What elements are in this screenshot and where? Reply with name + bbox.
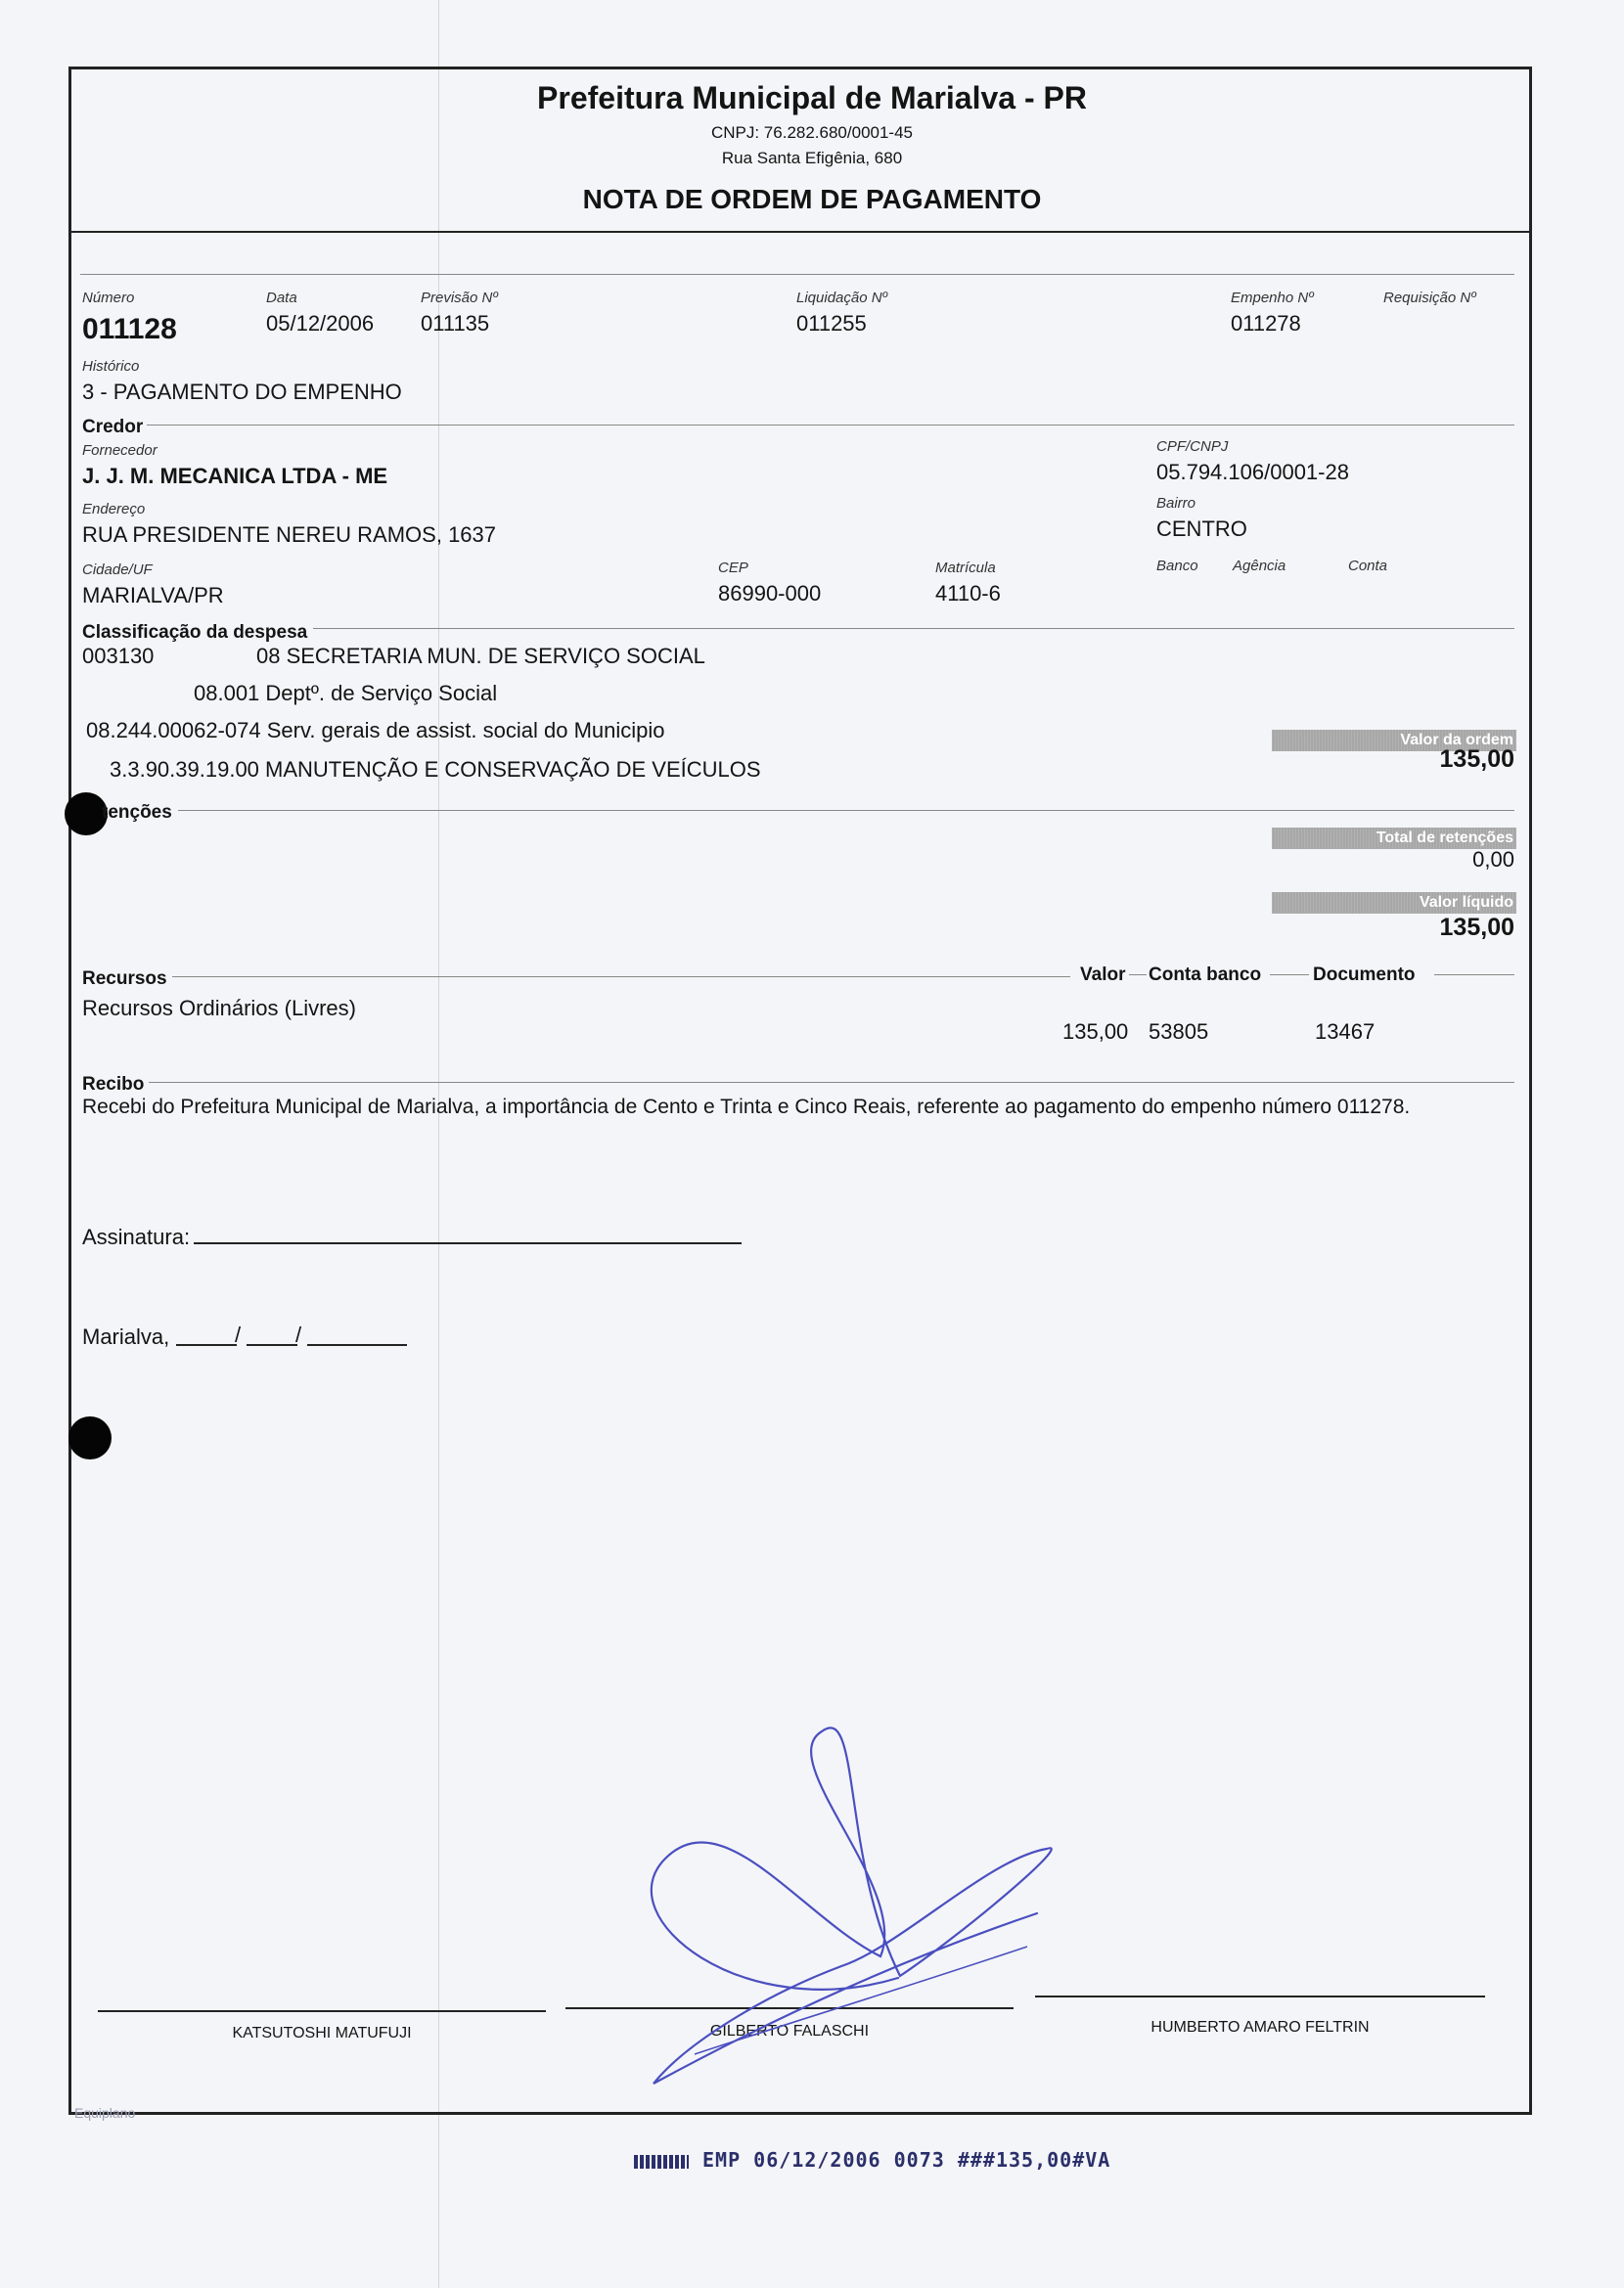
date-slash-2: / xyxy=(295,1323,302,1347)
retencoes-section-title: tenções xyxy=(102,802,172,823)
signatory-3: HUMBERTO AMARO FELTRIN xyxy=(1150,2019,1370,2036)
cidade-label: Cidade/UF xyxy=(82,561,153,578)
liquidacao-label: Liquidação Nº xyxy=(796,290,888,306)
signatory-2: GILBERTO FALASCHI xyxy=(709,2023,870,2040)
requisicao-label: Requisição Nº xyxy=(1383,290,1476,306)
liquidacao-value: 011255 xyxy=(796,311,867,336)
assinatura-label: Assinatura: xyxy=(82,1225,191,1249)
recursos-documento: 13467 xyxy=(1315,1019,1376,1044)
local-date-label: Marialva, xyxy=(82,1324,170,1349)
page-title: Prefeitura Municipal de Marialva - PR xyxy=(537,80,1087,115)
classificacao-line4: 3.3.90.39.19.00 MANUTENÇÃO E CONSERVAÇÃO DE VEÍCULOS xyxy=(110,757,761,782)
address-line: Rua Santa Efigênia, 680 xyxy=(721,149,903,167)
recursos-descricao: Recursos Ordinários (Livres) xyxy=(82,996,356,1020)
endereco-label: Endereço xyxy=(82,501,146,517)
data-label: Data xyxy=(266,290,297,306)
recursos-conta: 53805 xyxy=(1149,1019,1209,1044)
classificacao-section-title: Classificação da despesa xyxy=(82,622,308,643)
cep-value: 86990-000 xyxy=(718,581,822,606)
total-retencoes-value: 0,00 xyxy=(1472,847,1514,872)
conta-label: Conta xyxy=(1348,558,1388,574)
previsao-value: 011135 xyxy=(421,311,490,336)
bank-stamp xyxy=(634,2148,1110,2172)
recibo-text: Recebi do Prefeitura Municipal de Marialva, a importância de Cento e Trinta e Cinco Reais, referente ao pagamento do empenho número 011278. xyxy=(82,1096,1411,1118)
historico-label: Histórico xyxy=(82,358,140,375)
recursos-documento-label: Documento xyxy=(1313,965,1416,985)
fornecedor-label: Fornecedor xyxy=(82,442,158,459)
recursos-section-title: Recursos xyxy=(82,968,167,989)
total-retencoes-bar: Total de retenções xyxy=(1272,828,1516,849)
valor-ordem-value: 135,00 xyxy=(1439,745,1514,773)
recursos-valor-label: Valor xyxy=(1080,965,1126,985)
cpf-value: 05.794.106/0001-28 xyxy=(1156,460,1349,484)
fornecedor-value: J. J. M. MECANICA LTDA - ME xyxy=(82,464,388,488)
recibo-section-title: Recibo xyxy=(82,1074,145,1095)
stamp-text: EMP 06/12/2006 0073 ###135,00#VA xyxy=(702,2148,1111,2172)
classificacao-line1: 08 SECRETARIA MUN. DE SERVIÇO SOCIAL xyxy=(256,644,705,668)
matricula-value: 4110-6 xyxy=(935,581,1001,606)
stamp-mark-icon xyxy=(634,2155,689,2169)
valor-liquido-value: 135,00 xyxy=(1439,914,1514,941)
historico-value: 3 - PAGAMENTO DO EMPENHO xyxy=(82,380,402,404)
endereco-value: RUA PRESIDENTE NEREU RAMOS, 1637 xyxy=(82,522,497,547)
credor-section-title: Credor xyxy=(82,417,144,437)
data-value: 05/12/2006 xyxy=(266,311,375,336)
classificacao-line2: 08.001 Deptº. de Serviço Social xyxy=(194,681,498,705)
previsao-label: Previsão Nº xyxy=(421,290,498,306)
bairro-label: Bairro xyxy=(1156,495,1196,512)
signatory-1: KATSUTOSHI MATUFUJI xyxy=(232,2025,412,2041)
cidade-value: MARIALVA/PR xyxy=(82,583,224,607)
recursos-conta-label: Conta banco xyxy=(1149,965,1262,985)
matricula-label: Matrícula xyxy=(935,560,996,576)
numero-label: Número xyxy=(82,290,135,306)
bairro-value: CENTRO xyxy=(1156,516,1247,541)
empenho-value: 011278 xyxy=(1231,311,1301,336)
cpf-label: CPF/CNPJ xyxy=(1156,438,1229,455)
agencia-label: Agência xyxy=(1233,558,1286,574)
classificacao-code: 003130 xyxy=(82,644,155,668)
date-slash-1: / xyxy=(235,1323,242,1347)
numero-value: 011128 xyxy=(82,313,177,345)
recursos-valor: 135,00 xyxy=(1062,1019,1129,1044)
document-title: NOTA DE ORDEM DE PAGAMENTO xyxy=(582,184,1042,214)
banco-label: Banco xyxy=(1156,558,1198,574)
classificacao-line3: 08.244.00062-074 Serv. gerais de assist. social do Municipio xyxy=(86,718,665,742)
empenho-label: Empenho Nº xyxy=(1231,290,1314,306)
valor-liquido-bar: Valor líquido xyxy=(1272,892,1516,914)
software-brand: Equiplano xyxy=(74,2105,136,2121)
valor-ordem-bar: Valor da ordem xyxy=(1272,730,1516,751)
cep-label: CEP xyxy=(718,560,748,576)
cnpj-line: CNPJ: 76.282.680/0001-45 xyxy=(710,123,914,142)
